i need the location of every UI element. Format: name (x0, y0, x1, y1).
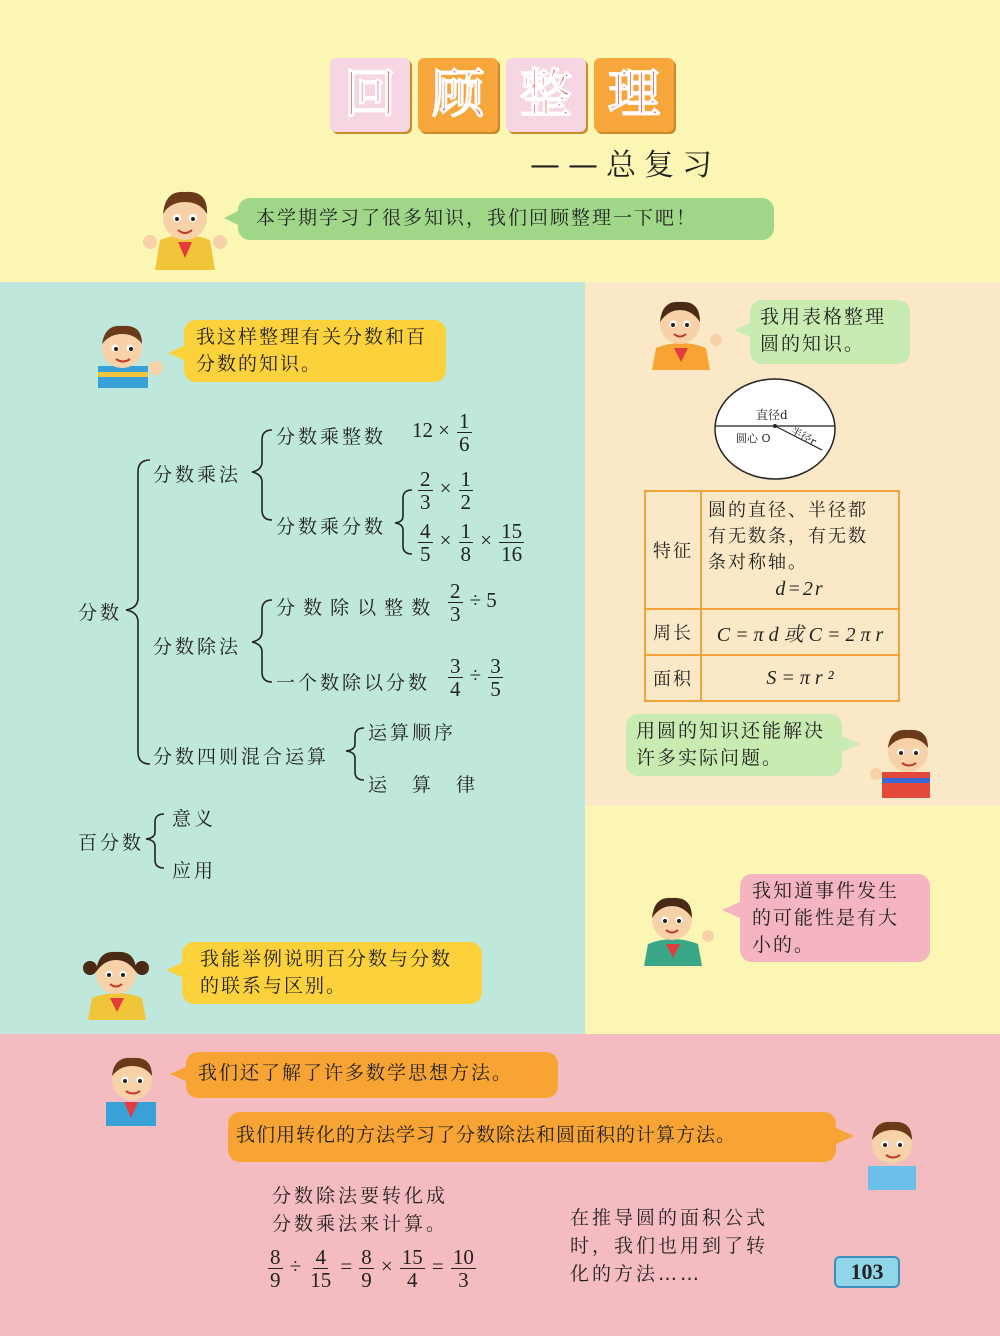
row-label: 特征 (645, 491, 701, 609)
denominator: 5 (420, 542, 431, 566)
div-frac-example (446, 655, 505, 700)
denominator: 3 (420, 490, 431, 514)
note-circle-area (570, 1204, 768, 1288)
right-top-bubble (750, 300, 910, 364)
formula: S = π r ² (701, 655, 899, 701)
fraction (488, 655, 503, 700)
denominator: 5 (490, 677, 501, 701)
fraction (418, 520, 433, 565)
times-sign: × (438, 418, 450, 442)
fraction (448, 655, 463, 700)
denominator: 16 (501, 542, 523, 566)
denominator: 8 (460, 542, 472, 566)
table-row (645, 655, 899, 701)
denominator: 9 (270, 1268, 281, 1292)
boy-avatar (866, 716, 946, 798)
fraction (268, 1246, 283, 1291)
boy-avatar (856, 1108, 928, 1190)
tree-mul: 分数乘法 (153, 464, 242, 486)
note-line: 时，我们也用到了转 (570, 1235, 769, 1257)
tree-mul-frac: 分数乘分数 (276, 516, 387, 538)
mul-int-example (412, 410, 474, 455)
title-char: 回 (330, 58, 410, 132)
fraction (400, 1246, 425, 1291)
right-bottom-bubble-text: 我知道事件发生的可能性是有大小的。 (752, 880, 900, 956)
denominator: 3 (458, 1268, 469, 1292)
fraction (359, 1246, 374, 1291)
times-sign: × (439, 476, 452, 500)
right-mid-bubble (626, 714, 842, 776)
table-row (645, 491, 899, 609)
title-char: 整 (506, 58, 586, 132)
times-sign: × (380, 1254, 393, 1278)
radius-label: 半径r (788, 424, 819, 449)
bubble-tail (836, 1128, 854, 1144)
note-line: 分数除法要转化成 (272, 1185, 449, 1207)
row-label: 面积 (645, 655, 701, 701)
right-mid-bubble-text: 用圆的知识还能解决许多实际问题。 (636, 720, 826, 769)
bottom-bubble-1-text: 我们还了解了许多数学思想方法。 (198, 1062, 514, 1084)
numerator: 1 (459, 409, 470, 433)
right-top-bubble-text: 我用表格整理圆的知识。 (760, 306, 887, 355)
fraction (418, 468, 433, 513)
tree-laws: 运 算 律 (368, 774, 479, 796)
numerator: 4 (420, 519, 431, 543)
fraction (451, 1246, 476, 1291)
denominator: 2 (460, 490, 472, 514)
subtitle: ——总复习 (530, 148, 720, 183)
times-sign: × (480, 528, 492, 552)
mul-frac-example-1 (416, 468, 475, 513)
diameter-label: 直径d (756, 408, 788, 422)
tree-percent: 百分数 (78, 832, 145, 854)
right-bottom-bubble (740, 874, 930, 962)
formula: d=2r (775, 578, 825, 600)
circle-table (644, 490, 900, 702)
tree-div: 分数除法 (153, 636, 242, 658)
fraction (499, 520, 524, 565)
denominator: 9 (361, 1268, 372, 1292)
denominator: 15 (310, 1268, 332, 1292)
numerator: 2 (450, 579, 461, 603)
denominator: 6 (459, 432, 470, 456)
numerator: 1 (460, 519, 472, 543)
feature-line: 有无数条，有无数 (708, 526, 868, 547)
numerator: 3 (490, 654, 501, 678)
page-number: 103 (834, 1256, 900, 1288)
bubble-tail (842, 736, 860, 752)
numerator: 10 (452, 1245, 474, 1269)
left-bottom-bubble (182, 942, 482, 1004)
formula: C = π d 或 C = 2 π r (701, 609, 899, 655)
numerator: 15 (401, 1245, 423, 1269)
fraction (308, 1246, 333, 1291)
denominator: 3 (450, 602, 461, 626)
numerator: 2 (420, 467, 431, 491)
tree-div-int: 分 数 除 以 整 数 (276, 597, 432, 619)
feature-line: 条对称轴。 (708, 552, 808, 573)
tree-div-frac: 一个数除以分数 (276, 672, 431, 694)
boy-avatar (92, 1046, 172, 1126)
divide-sign: ÷ (469, 663, 482, 687)
row-label: 周长 (645, 609, 701, 655)
left-bottom-bubble-text: 我能举例说明百分数与分数的联系与区别。 (200, 948, 453, 997)
denominator: 4 (407, 1268, 418, 1292)
numerator: 8 (270, 1245, 281, 1269)
numerator: 3 (450, 654, 461, 678)
fraction (459, 468, 474, 513)
title-char: 顾 (418, 58, 498, 132)
tree-mixed: 分数四则混合运算 (153, 746, 330, 768)
table-row (645, 609, 899, 655)
note-line: 分数乘法来计算。 (272, 1213, 449, 1235)
center-label: 圆心 O (736, 432, 771, 445)
bottom-bubble-1 (186, 1052, 558, 1098)
girl-avatar (628, 884, 718, 966)
tree-mul-int: 分数乘整数 (276, 426, 387, 448)
equals-sign: = (431, 1254, 444, 1278)
numerator: 1 (460, 467, 472, 491)
fraction (459, 520, 474, 565)
girl-avatar (72, 940, 162, 1020)
girl-avatar (636, 290, 726, 370)
fraction (457, 410, 472, 455)
tree-meaning: 意义 (172, 808, 217, 830)
note-line: 在推导圆的面积公式 (570, 1207, 769, 1229)
number: 12 (412, 418, 433, 442)
note-line: 化的方法…… (570, 1263, 703, 1285)
times-sign: × (439, 528, 452, 552)
circle-diagram (712, 376, 838, 482)
tree-root: 分数 (78, 602, 123, 624)
tree-order: 运算顺序 (368, 722, 457, 744)
divide-sign: ÷ (289, 1254, 302, 1278)
bottom-bubble-2 (228, 1112, 836, 1162)
denominator: 4 (450, 677, 461, 701)
div-int-example (446, 580, 497, 625)
mul-frac-example-2 (416, 520, 526, 565)
left-top-bubble-text: 我这样整理有关分数和百分数的知识。 (196, 326, 428, 375)
fraction (448, 580, 463, 625)
title-char: 理 (594, 58, 674, 132)
bottom-bubble-2-text: 我们用转化的方法学习了分数除法和圆面积的计算方法。 (236, 1124, 737, 1146)
numerator: 15 (501, 519, 523, 543)
row-content (701, 491, 899, 609)
equals-sign: = (340, 1254, 353, 1278)
conversion-equation (266, 1246, 478, 1291)
tree-apply: 应用 (172, 860, 217, 882)
numerator: 4 (315, 1245, 326, 1269)
number: 5 (486, 588, 497, 612)
feature-line: 圆的直径、半径都 (708, 500, 868, 521)
note-division (272, 1182, 448, 1238)
divide-sign: ÷ (469, 588, 482, 612)
bubble-tail (722, 902, 740, 918)
intro-text: 本学期学习了很多知识，我们回顾整理一下吧！ (256, 207, 698, 229)
numerator: 8 (361, 1245, 372, 1269)
